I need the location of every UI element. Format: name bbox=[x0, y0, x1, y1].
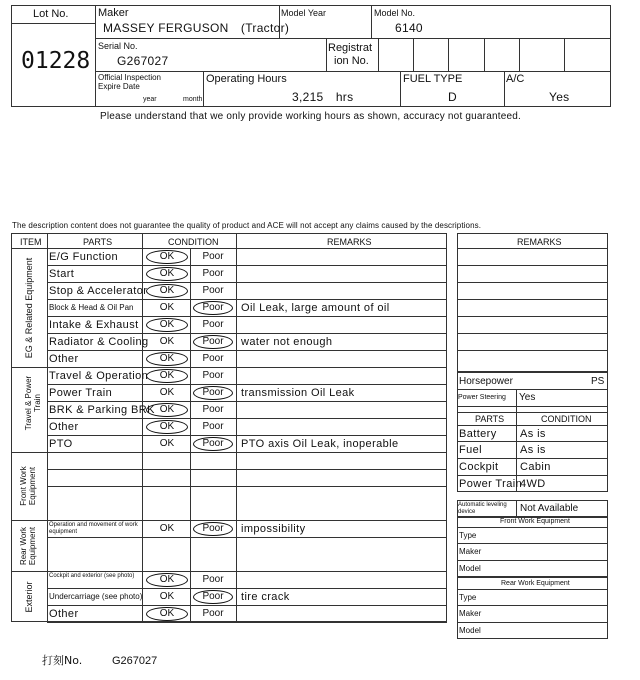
spec-part: Power Train bbox=[459, 478, 523, 490]
horsepower-label: Horsepower bbox=[459, 376, 513, 387]
part-name: Block & Head & Oil Pan bbox=[49, 302, 134, 312]
group-eg-related-equipment: EG & Related Equipment bbox=[24, 257, 34, 359]
part-name: Other bbox=[49, 420, 79, 433]
condition-poor: Poor bbox=[193, 590, 233, 604]
spec-part: Cockpit bbox=[459, 461, 499, 473]
operating-hours-value: 3,215 hrs bbox=[292, 90, 354, 104]
remark: water not enough bbox=[241, 335, 333, 348]
auto-level-label: Automatic leveling device bbox=[458, 502, 507, 515]
spec-part: Fuel bbox=[459, 444, 482, 456]
condition-poor: Poor bbox=[202, 267, 224, 279]
condition-ok: OK bbox=[159, 301, 175, 313]
part-name: Operation and movement of work equipment bbox=[49, 522, 138, 535]
part-name: PTO bbox=[49, 437, 73, 450]
stamp-value: G267027 bbox=[112, 655, 158, 667]
part-name: Radiator & Cooling bbox=[49, 335, 149, 348]
condition-ok: OK bbox=[146, 607, 188, 621]
serial-no-label: Serial No. bbox=[98, 41, 138, 51]
model-no-value: 6140 bbox=[395, 21, 423, 35]
stamp-label: 打刻No. bbox=[42, 654, 83, 667]
group-rear-work-equipment: Rear Work Equipment bbox=[19, 526, 37, 566]
part-name: Stop & Accelerator bbox=[49, 284, 148, 297]
part-name: Power Train bbox=[49, 386, 113, 399]
year-label: year bbox=[143, 96, 157, 103]
condition-ok: OK bbox=[146, 403, 188, 417]
spec-condition: Cabin bbox=[520, 461, 551, 473]
ac-value: Yes bbox=[549, 90, 570, 104]
serial-no-value: G267027 bbox=[117, 54, 169, 68]
condition-poor: Poor bbox=[202, 284, 224, 296]
condition-poor: Poor bbox=[202, 420, 224, 432]
lot-no-label: Lot No. bbox=[33, 8, 69, 20]
condition-ok: OK bbox=[146, 318, 188, 332]
condition-poor: Poor bbox=[202, 318, 224, 330]
header-condition: CONDITION bbox=[168, 237, 219, 247]
condition-ok: OK bbox=[146, 352, 188, 366]
spec-parts-header: PARTS bbox=[475, 414, 505, 424]
part-name: Cockpit and exterior (see photo) bbox=[49, 573, 135, 579]
condition-ok: OK bbox=[159, 437, 175, 449]
rear-maker-label: Maker bbox=[459, 609, 482, 618]
front-type-label: Type bbox=[459, 531, 477, 540]
condition-poor: Poor bbox=[193, 522, 233, 536]
front-work-title: Front Work Equipment bbox=[500, 518, 570, 525]
model-year-label: Model Year bbox=[281, 8, 327, 18]
spec-part: Battery bbox=[459, 428, 497, 440]
maker-value: MASSEY FERGUSON (Tractor) bbox=[103, 21, 290, 35]
group-exterior: Exterior bbox=[24, 581, 34, 613]
front-model-label: Model bbox=[459, 564, 481, 573]
group-travel-power-train: Travel & Power Train bbox=[24, 375, 42, 431]
auto-level-value: Not Available bbox=[520, 503, 579, 514]
condition-poor: Poor bbox=[193, 437, 233, 451]
spec-condition: As is bbox=[520, 444, 546, 456]
condition-ok: OK bbox=[146, 573, 188, 587]
spec-condition-header: CONDITION bbox=[541, 414, 592, 424]
part-name: Travel & Operation bbox=[49, 369, 149, 382]
rear-work-title: Rear Work Equipment bbox=[501, 580, 570, 587]
condition-poor: Poor bbox=[202, 352, 224, 364]
rear-model-label: Model bbox=[459, 626, 481, 635]
spec-condition: 4WD bbox=[520, 478, 546, 490]
part-name: BRK & Parking BRK bbox=[49, 403, 155, 416]
fuel-type-value: D bbox=[448, 90, 457, 104]
condition-ok: OK bbox=[146, 420, 188, 434]
disclaimer: The description content does not guarantee the quality of product and ACE will not accept any claims caused by the descriptions. bbox=[12, 221, 482, 230]
condition-ok: OK bbox=[159, 522, 175, 534]
condition-poor: Poor bbox=[193, 335, 233, 349]
condition-poor: Poor bbox=[202, 573, 224, 585]
rear-type-label: Type bbox=[459, 593, 477, 602]
hours-accuracy-note: Please understand that we only provide working hours as shown, accuracy not guaranteed. bbox=[100, 111, 521, 122]
model-no-label: Model No. bbox=[374, 8, 416, 18]
registration-label-1: Registrat bbox=[328, 42, 373, 54]
header-item: ITEM bbox=[20, 237, 42, 247]
inspection-label-1: Official Inspection bbox=[98, 73, 161, 82]
condition-poor: Poor bbox=[202, 403, 224, 415]
month-label: month bbox=[183, 96, 203, 103]
power-steering-value: Yes bbox=[519, 392, 536, 403]
maker-label: Maker bbox=[98, 7, 129, 19]
inspection-label-2: Expire Date bbox=[98, 82, 140, 91]
header-remarks: REMARKS bbox=[327, 237, 372, 247]
condition-poor: Poor bbox=[202, 369, 224, 381]
header-parts: PARTS bbox=[83, 237, 113, 247]
remark: impossibility bbox=[241, 522, 306, 535]
horsepower-unit: PS bbox=[591, 376, 605, 387]
remark: Oil Leak, large amount of oil bbox=[241, 301, 390, 314]
part-name: Undercarriage (see photo) bbox=[49, 591, 143, 601]
lot-no-value: 01228 bbox=[21, 48, 91, 74]
condition-poor: Poor bbox=[193, 386, 233, 400]
part-name: E/G Function bbox=[49, 250, 118, 263]
part-name: Intake & Exhaust bbox=[49, 318, 139, 331]
condition-poor: Poor bbox=[202, 607, 224, 619]
operating-hours-label: Operating Hours bbox=[206, 73, 287, 85]
right-remarks-header: REMARKS bbox=[517, 237, 562, 247]
part-name: Other bbox=[49, 352, 79, 365]
condition-ok: OK bbox=[146, 250, 188, 264]
ac-label: A/C bbox=[506, 73, 525, 85]
part-name: Start bbox=[49, 267, 75, 280]
fuel-type-label: FUEL TYPE bbox=[403, 73, 463, 85]
power-steering-label: Power Steering bbox=[458, 394, 506, 401]
part-name: Other bbox=[49, 607, 79, 620]
registration-label-2: ion No. bbox=[334, 55, 369, 67]
condition-ok: OK bbox=[146, 267, 188, 281]
remark: transmission Oil Leak bbox=[241, 386, 355, 399]
group-front-work-equipment: Front Work Equipment bbox=[19, 466, 37, 506]
condition-ok: OK bbox=[146, 369, 188, 383]
condition-ok: OK bbox=[159, 386, 175, 398]
condition-poor: Poor bbox=[193, 301, 233, 315]
condition-poor: Poor bbox=[202, 250, 224, 262]
condition-ok: OK bbox=[146, 284, 188, 298]
remark: PTO axis Oil Leak, inoperable bbox=[241, 437, 399, 450]
remark: tire crack bbox=[241, 590, 290, 603]
spec-condition: As is bbox=[520, 428, 546, 440]
condition-ok: OK bbox=[159, 590, 175, 602]
front-maker-label: Maker bbox=[459, 547, 482, 556]
condition-ok: OK bbox=[159, 335, 175, 347]
